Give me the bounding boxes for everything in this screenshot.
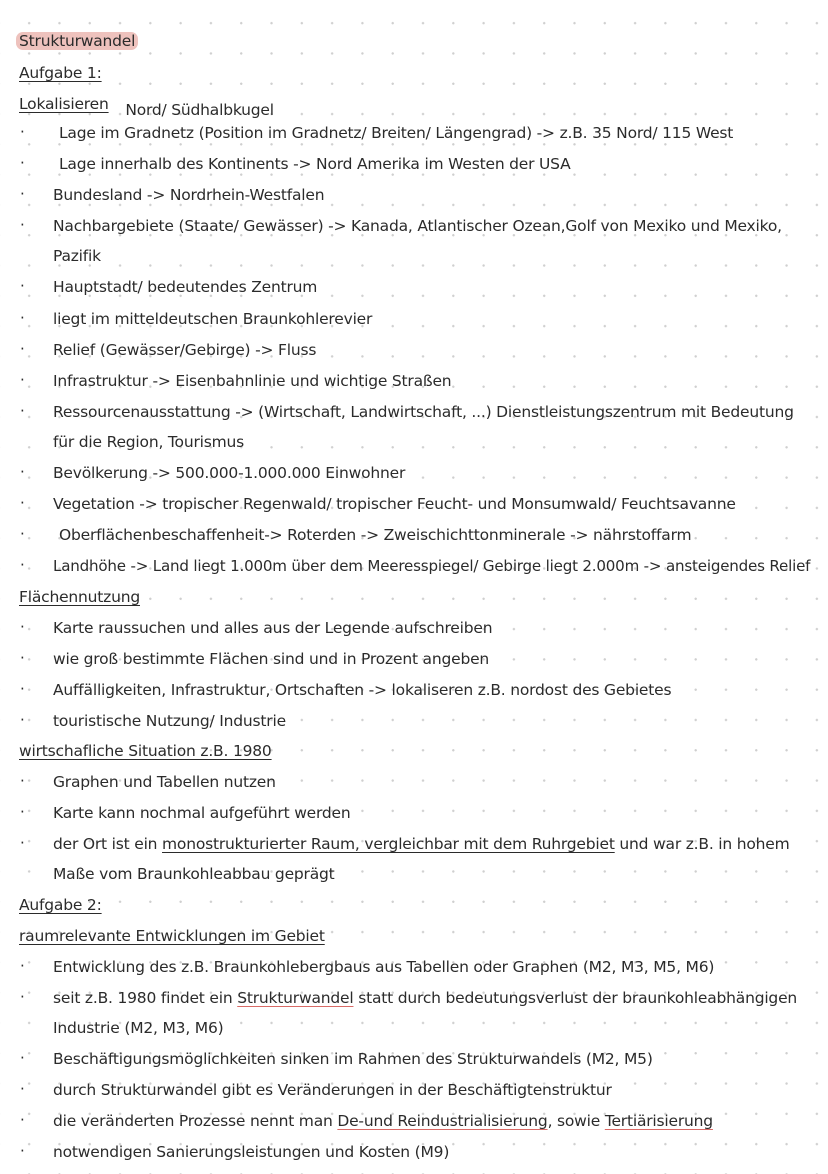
bullet-icon: ·: [20, 216, 25, 234]
list-item: Relief (Gewässer/Gebirge) -> Fluss: [53, 341, 317, 359]
bullet-icon: ·: [20, 618, 25, 636]
item-text: und war z.B. in hohem: [614, 835, 790, 853]
item-text: der Ort ist ein: [53, 835, 163, 853]
item-text: statt durch bedeutungsverlust der braunkohleabhängigen: [353, 989, 798, 1007]
list-item: Bevölkerung -> 500.000-1.000.000 Einwohner: [53, 464, 406, 482]
list-item: touristische Nutzung/ Industrie: [53, 712, 286, 730]
developments-heading: raumrelevante Entwicklungen im Gebiet: [19, 927, 325, 945]
bullet-icon: ·: [20, 772, 25, 790]
bullet-icon: ·: [20, 309, 25, 327]
item-text: die veränderten Prozesse nennt man: [53, 1112, 338, 1130]
item-text: seit z.B. 1980 findet ein: [53, 989, 238, 1007]
list-item: Infrastruktur -> Eisenbahnlinie und wichtige Straßen: [53, 372, 452, 390]
list-item: Beschäftigungsmöglichkeiten sinken im Rahmen des Strukturwandels (M2, M5): [53, 1050, 653, 1068]
bullet-icon: ·: [20, 680, 25, 698]
page-title: [19, 32, 138, 50]
list-item: Vegetation -> tropischer Regenwald/ tropischer Feucht- und Monsumwald/ Feuchtsavanne: [53, 495, 736, 513]
list-item: durch Strukturwandel gibt es Veränderungen in der Beschäftigtenstruktur: [53, 1081, 612, 1099]
list-item: notwendigen Sanierungsleistungen und Kosten (M9): [53, 1143, 450, 1161]
list-item: Ressourcenausstattung -> (Wirtschaft, Landwirtschaft, ...) Dienstleistungszentrum mit Bedeutung: [53, 403, 794, 421]
bullet-icon: ·: [20, 957, 25, 975]
list-item: Karte raussuchen und alles aus der Legende aufschreiben: [53, 619, 493, 637]
list-item-continuation: für die Region, Tourismus: [53, 433, 244, 451]
underlined-term: Strukturwandel: [237, 989, 354, 1007]
list-item: Lage innerhalb des Kontinents -> Nord Amerika im Westen der USA: [59, 155, 571, 173]
bullet-icon: ·: [20, 1142, 25, 1160]
bullet-icon: ·: [20, 649, 25, 667]
list-item-continuation: Industrie (M2, M3, M6): [53, 1019, 224, 1037]
list-item: Oberflächenbeschaffenheit-> Roterden -> Zweischichttonminerale -> nährstoffarm: [59, 526, 692, 544]
bullet-icon: ·: [20, 803, 25, 821]
list-item: Lage im Gradnetz (Position im Gradnetz/ Breiten/ Längengrad) -> z.B. 35 Nord/ 115 West: [59, 124, 734, 142]
list-item: Hauptstadt/ bedeutendes Zentrum: [53, 278, 318, 296]
bullet-icon: ·: [20, 154, 25, 172]
list-item: Karte kann nochmal aufgeführt werden: [53, 804, 351, 822]
list-item: liegt im mitteldeutschen Braunkohlerevier: [53, 310, 373, 328]
land-use-heading: Flächennutzung: [19, 588, 140, 606]
bullet-icon: ·: [20, 340, 25, 358]
list-item: Bundesland -> Nordrhein-Westfalen: [53, 186, 325, 204]
bullet-icon: ·: [20, 371, 25, 389]
economy-heading: wirtschafliche Situation z.B. 1980: [19, 742, 272, 760]
underlined-term: Tertiärisierung: [604, 1112, 713, 1130]
task1-heading: Aufgabe 1:: [19, 64, 102, 82]
bullet-icon: ·: [20, 525, 25, 543]
list-item-continuation: Maße vom Braunkohleabbau geprägt: [53, 865, 335, 883]
bullet-icon: ·: [20, 711, 25, 729]
list-item: Nachbargebiete (Staate/ Gewässer) -> Kanada, Atlantischer Ozean,Golf von Mexiko und Mexiko,: [53, 217, 782, 235]
list-item: Graphen und Tabellen nutzen: [53, 773, 276, 791]
list-item: Landhöhe -> Land liegt 1.000m über dem Meeresspiegel/ Gebirge liegt 2.000m -> ansteigendes Relief: [53, 557, 811, 575]
bullet-icon: ·: [20, 277, 25, 295]
bullet-icon: ·: [20, 556, 25, 574]
bullet-icon: ·: [20, 185, 25, 203]
list-item-continuation: Pazifik: [53, 247, 101, 265]
localize-heading: [19, 95, 274, 119]
underlined-term: monostrukturierter Raum, vergleichbar mit dem Ruhrgebiet: [162, 835, 615, 853]
localize-aside: Nord/ Südhalbkugel: [125, 101, 274, 119]
task2-heading: Aufgabe 2:: [19, 896, 102, 914]
item-text: , sowie: [547, 1112, 605, 1130]
bullet-icon: ·: [20, 494, 25, 512]
bullet-icon: ·: [20, 988, 25, 1006]
bullet-icon: ·: [20, 463, 25, 481]
bullet-icon: ·: [20, 1049, 25, 1067]
title-highlight: Strukturwandel: [16, 32, 138, 50]
list-item: Auffälligkeiten, Infrastruktur, Ortschaften -> lokaliseren z.B. nordost des Gebietes: [53, 681, 672, 699]
bullet-icon: ·: [20, 402, 25, 420]
list-item: [53, 1112, 713, 1130]
localize-heading-label: Lokalisieren: [19, 95, 109, 113]
list-item: [53, 835, 790, 853]
bullet-icon: ·: [20, 834, 25, 852]
list-item: [53, 989, 797, 1007]
underlined-term: De-und Reindustrialisierung: [337, 1112, 548, 1130]
bullet-icon: ·: [20, 123, 25, 141]
bullet-icon: ·: [20, 1111, 25, 1129]
list-item: wie groß bestimmte Flächen sind und in Prozent angeben: [53, 650, 490, 668]
bullet-icon: ·: [20, 1080, 25, 1098]
list-item: Entwicklung des z.B. Braunkohlebergbaus aus Tabellen oder Graphen (M2, M3, M5, M6): [53, 958, 715, 976]
